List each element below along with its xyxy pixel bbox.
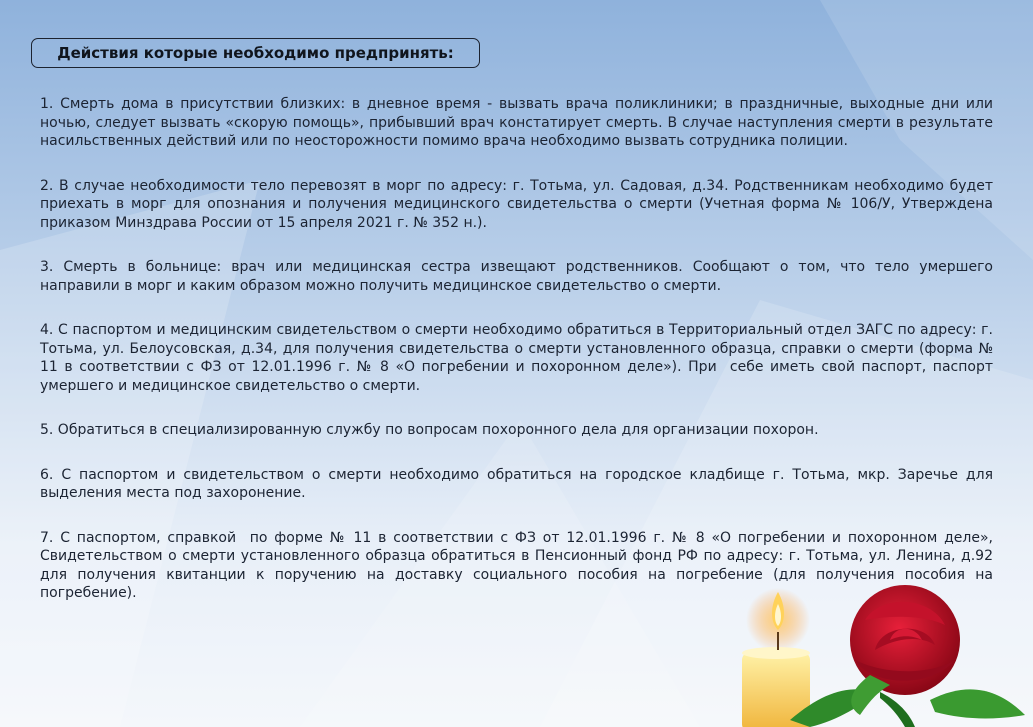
page-title: Действия которые необходимо предпринять: [31, 38, 480, 68]
list-item: 4. С паспортом и медицинским свидетельством о смерти необходимо обратиться в Территориальный отдел ЗАГС по адресу: г. Тотьма, ул. Белоусовская, д.34, для получения свидетельства о смерти установленного образца, справки о смерти (форма № 11 в соответствии с ФЗ от 12.01.1996 г. № 8 «О погребении и похоронном деле»). При себе иметь свой паспорт, паспорт умершего и медицинское свидетельство о смерти. [40, 322, 998, 394]
list-item: 7. С паспортом, справкой по форме № 11 в соответствии с ФЗ от 12.01.1996 г. № 8 «О погребении и похоронном деле», Свидетельством о смерти установленного образца обратиться в Пенсионный фонд РФ по адресу: г. Тотьма, ул. Ленина, д.92 для получения квитанции к поручению на доставку социального пособия на погребение (для получения пособия на погребение). [40, 529, 998, 601]
list-item: 6. С паспортом и свидетельством о смерти необходимо обратиться на городское кладбище г. Тотьма, мкр. Заречье для выделения места под захоронение. [40, 466, 998, 501]
list-item: 3. Смерть в больнице: врач или медицинская сестра извещают родственников. Сообщают о том, что тело умершего направили в морг и каким образом можно получить медицинское свидетельство о смерти. [40, 259, 998, 294]
list-item: 2. В случае необходимости тело перевозят в морг по адресу: г. Тотьма, ул. Садовая, д.34. Родственникам необходимо будет приехать в морг для опознания и получения медицинского свидетельства о смерти (Учетная форма № 106/У, Утверждена приказом Минздрава России от 15 апреля 2021 г. № 352 н.). [40, 177, 998, 231]
list-item: 1. Смерть дома в присутствии близких: в дневное время - вызвать врача поликлиники; в праздничные, выходные дни или ночью, следует вызвать «скорую помощь», прибывший врач констатирует смерть. В случае наступления смерти в результате насильственных действий или по неосторожности помимо врача необходимо вызвать сотрудника полиции. [40, 96, 998, 149]
list-item: 5. Обратиться в специализированную службу по вопросам похоронного дела для организации похорон. [40, 422, 819, 438]
rose-icon [790, 585, 1025, 727]
instructions-list [40, 95, 998, 629]
candle-rose-illustration [730, 580, 1033, 727]
candle-icon [742, 588, 810, 727]
